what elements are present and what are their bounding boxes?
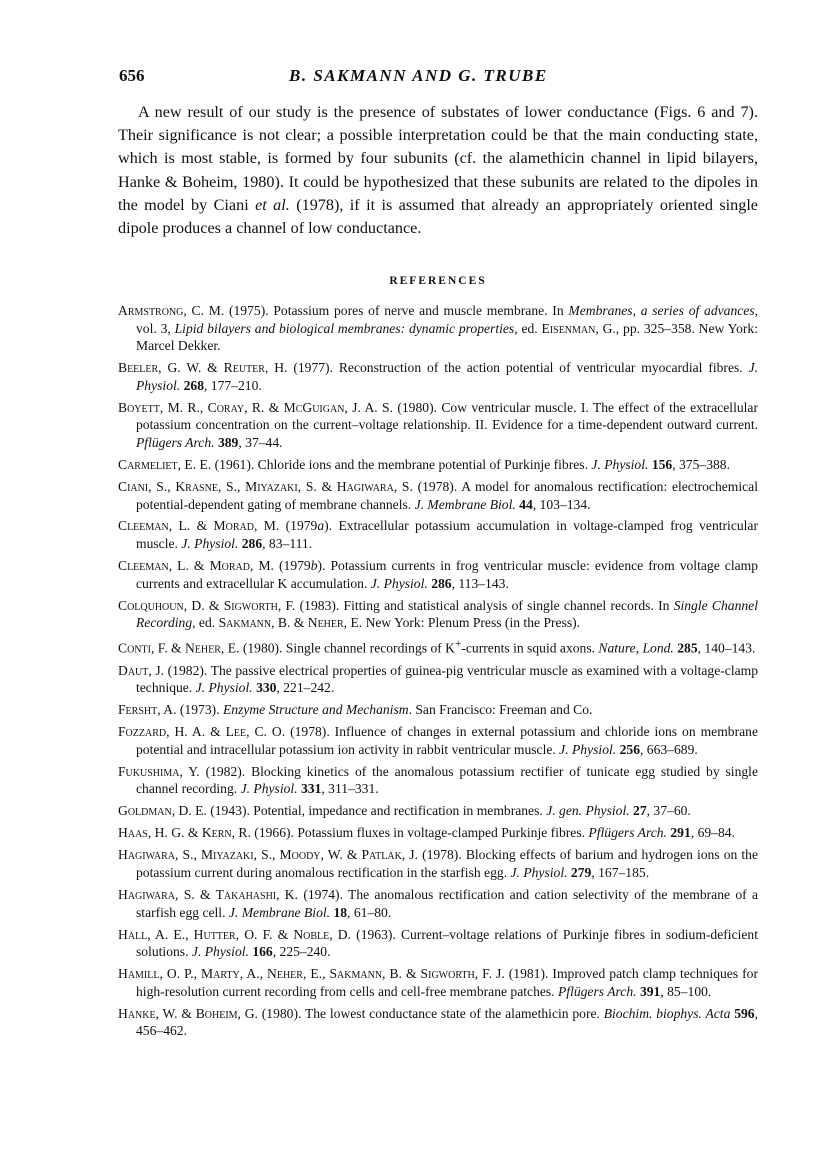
reference-journal: J. Membrane Biol. — [414, 496, 516, 512]
reference-author: Goldman, D. E. — [118, 803, 207, 819]
reference-text: (1980). Cow ventricular muscle. I. The effect of the extracellular potassium concentration on the current–voltage relationship. II. Evidence for a time-dependent outward current. — [136, 399, 758, 433]
references-heading: REFERENCES — [389, 275, 487, 287]
reference-item — [118, 456, 758, 474]
paragraph-text — [118, 101, 758, 240]
reference-item — [118, 846, 758, 881]
reference-text: , vol. 3, — [136, 303, 759, 336]
reference-author: Ciani, S., Krasne, S., Miyazaki, S. & Hagiwara, S. — [118, 478, 413, 494]
reference-item — [118, 636, 758, 657]
reference-author: Fersht, A. — [118, 702, 177, 718]
reference-author: Boyett, M. R., Coray, R. & McGuigan, J. A. S. — [118, 399, 393, 415]
reference-text: ). Extracellular potassium accumulation in voltage-clamped frog ventricular muscle. — [136, 518, 758, 552]
reference-text: (1980). The lowest conductance state of the alamethicin pore. — [257, 1005, 604, 1021]
reference-volume: 166 — [252, 944, 273, 960]
page-number: 656 — [119, 66, 145, 85]
reference-pages: , 83–111. — [262, 536, 313, 552]
reference-text: (1982). The passive electrical properties of guinea-pig ventricular muscle as examined with a voltage-clamp technique. — [136, 662, 758, 696]
reference-pages: , 456–462. — [136, 1005, 758, 1039]
reference-journal: Biochim. biophys. Acta — [603, 1005, 731, 1021]
reference-book-title: Single Channel Recording — [136, 597, 758, 631]
reference-text: (1943). Potential, impedance and rectification in membranes. — [206, 803, 547, 819]
reference-author: Hamill, O. P., Marty, A., Neher, E., Sakmann, B. & Sigworth, F. J. — [118, 966, 505, 982]
reference-item — [118, 302, 758, 355]
reference-author: Haas, H. G. & Kern, R. — [118, 825, 251, 841]
reference-text: ). Potassium currents in frog ventricular muscle: evidence from voltage clamp currents and extracellular K accumulation. — [136, 558, 758, 591]
reference-journal: J. Physiol. — [510, 865, 568, 881]
reference-text: (1961). Chloride ions and the membrane potential of Purkinje fibres. — [211, 456, 592, 472]
reference-text: (1974). The anomalous rectification and cation selectivity of the membrane of a starfish egg cell. — [136, 887, 758, 920]
reference-volume: 285 — [677, 640, 698, 656]
reference-text: (1973). — [176, 702, 223, 718]
reference-journal: Pflügers Arch. — [557, 983, 637, 999]
reference-pages: , 167–185. — [591, 865, 650, 881]
reference-item — [118, 965, 758, 1000]
reference-volume: 291 — [670, 825, 691, 841]
reference-text: , ed. — [514, 320, 542, 336]
reference-journal: J. Physiol. — [195, 680, 253, 696]
reference-year-suffix: b — [310, 558, 318, 574]
reference-author: Fozzard, H. A. & Lee, C. O. — [118, 724, 286, 740]
reference-editor: Eisenman — [541, 320, 596, 336]
reference-journal: Nature, Lond. — [598, 640, 674, 656]
reference-pages: , 69–84. — [690, 825, 735, 841]
reference-item — [118, 886, 758, 921]
reference-superscript: + — [454, 638, 462, 651]
reference-pages: , 177–210. — [203, 377, 262, 393]
reference-author: Conti, F. & Neher, E. — [118, 640, 240, 656]
reference-text: . San Francisco: Freeman and Co. — [408, 702, 593, 718]
reference-book-title: Membranes, a series of advances — [568, 303, 755, 318]
reference-volume: 389 — [217, 434, 239, 450]
reference-text: -currents in squid axons. — [461, 640, 599, 656]
paragraph-text-part1: A new result of our study is the presence of substates of lower conductance (Figs. 6 and 7). Their significance is not clear; a possible interpretation could be that the main conducting state, which is most stable, is formed by four subunits (cf. the alamethicin channel in lipid bilayers, Hanke & Boheim, 1980). It could be hypothesized that these subunits are related to the dipoles in the model by Ciani — [118, 103, 758, 214]
reference-author: Daut, J. — [118, 662, 165, 678]
reference-item — [118, 701, 758, 719]
reference-pages: , 225–240. — [272, 944, 331, 960]
reference-volume: 286 — [241, 536, 263, 552]
reference-item — [118, 802, 758, 820]
reference-journal: J. Physiol. — [181, 536, 239, 552]
reference-journal: J. Physiol. — [136, 360, 758, 393]
reference-volume: 18 — [333, 904, 348, 920]
reference-text: (1963). Current–voltage relations of Purkinje fibres in sodium-deficient solutions. — [136, 926, 758, 960]
reference-item — [118, 723, 758, 758]
reference-text: (1978). Blocking effects of barium and hydrogen ions on the potassium current during anomalous rectification in the starfish egg. — [136, 847, 759, 881]
reference-text: (1982). Blocking kinetics of the anomalous potassium rectifier of tunicate egg studied by single channel recording. — [136, 763, 758, 797]
reference-volume: 268 — [183, 377, 204, 393]
reference-volume: 596 — [734, 1005, 755, 1021]
reference-volume: 256 — [619, 741, 640, 757]
reference-text: (1981). Improved patch clamp techniques for high-resolution current recording from cells and cell-free membrane patches. — [136, 966, 758, 999]
reference-author: Hagiwara, S. & Takahashi, K. — [118, 887, 299, 902]
reference-author: Fukushima, Y. — [118, 763, 200, 779]
reference-item — [118, 557, 758, 592]
reference-item — [118, 824, 758, 842]
reference-author: Cleeman, L. & Morad, M. — [118, 518, 280, 534]
reference-journal: Pflügers Arch. — [136, 434, 215, 450]
reference-text: , ed. — [192, 615, 219, 631]
reference-text: , G., pp. 325–358. New York: Marcel Dekker. — [136, 320, 758, 354]
reference-pages: , 140–143. — [697, 640, 756, 656]
reference-author: Hanke, W. & Boheim, G. — [118, 1005, 258, 1021]
reference-item — [118, 399, 758, 452]
reference-author: Beeler, G. W. & Reuter, H. — [118, 360, 288, 376]
reference-text: (1975). Potassium pores of nerve and muscle membrane. In — [224, 303, 569, 318]
reference-journal: J. gen. Physiol. — [546, 803, 630, 819]
reference-text: New York: Plenum Press (in the Press). — [362, 615, 581, 631]
reference-volume: 156 — [651, 456, 673, 472]
reference-volume: 330 — [256, 680, 277, 696]
reference-volume: 27 — [633, 803, 647, 819]
reference-journal: J. Physiol. — [591, 456, 649, 472]
reference-volume: 391 — [639, 983, 661, 999]
reference-item — [118, 517, 758, 552]
paragraph-text-et-al: et al. — [255, 195, 290, 214]
reference-volume: 331 — [300, 781, 322, 797]
reference-text: (1978). A model for anomalous rectification: electrochemical potential-dependent gating of membrane channels. — [136, 478, 758, 512]
reference-text: (1978). Influence of changes in external potassium and chloride ions on membrane potential and intracellular potassium ion activity in rabbit ventricular muscle. — [136, 724, 758, 757]
reference-pages: , 103–134. — [532, 496, 591, 512]
reference-text: (1977). Reconstruction of the action potential of ventricular myocardial fibres. — [287, 360, 749, 376]
reference-author: Hagiwara, S., Miyazaki, S., Moody, W. & Patlak, J. — [118, 847, 418, 863]
reference-author: Cleeman, L. & Morad, M. — [118, 558, 274, 574]
reference-journal: J. Membrane Biol. — [228, 904, 331, 920]
reference-pages: , 85–100. — [660, 983, 712, 999]
reference-author: Armstrong, C. M. — [118, 303, 225, 318]
reference-journal: J. Physiol. — [370, 575, 428, 591]
reference-pages: , 37–44. — [238, 434, 283, 450]
reference-volume: 44 — [519, 496, 533, 512]
reference-pages: , 61–80. — [347, 904, 392, 920]
reference-journal: J. Physiol. — [191, 944, 249, 960]
reference-pages: , 375–388. — [672, 456, 730, 472]
reference-journal: Pflügers Arch. — [588, 825, 667, 841]
reference-text: (1980). Single channel recordings of K — [239, 640, 455, 656]
reference-text: (1966). Potassium fluxes in voltage-clamped Purkinje fibres. — [250, 825, 589, 841]
discussion-paragraph — [118, 101, 758, 240]
reference-volume: 286 — [431, 575, 452, 591]
reference-journal: J. Physiol. — [240, 781, 298, 797]
reference-author: Hall, A. E., Hutter, O. F. & Noble, D. — [118, 926, 352, 942]
reference-pages: , 311–331. — [321, 781, 379, 797]
reference-journal: J. Physiol. — [559, 741, 617, 757]
reference-pages: , 113–143. — [451, 575, 509, 591]
reference-year-suffix: a — [317, 518, 325, 534]
reference-text: (1979 — [279, 518, 318, 534]
reference-text: (1979 — [273, 558, 311, 574]
reference-item — [118, 597, 758, 632]
reference-item — [118, 1005, 758, 1040]
reference-text: (1983). Fitting and statistical analysis of single channel records. In — [295, 597, 674, 613]
reference-item — [118, 478, 758, 513]
reference-book-title: Lipid bilayers and biological membranes: dynamic properties — [174, 320, 515, 336]
reference-volume: 279 — [570, 865, 592, 881]
reference-item — [118, 662, 758, 697]
reference-pages: , 221–242. — [276, 680, 335, 696]
running-head — [119, 66, 759, 92]
reference-author: Carmeliet, E. E. — [118, 456, 212, 472]
reference-pages: , 37–60. — [646, 803, 691, 819]
running-head-authors: B. SAKMANN AND G. TRUBE — [289, 66, 548, 85]
paragraph-text-part2: (1978), if it is assumed that already an appropriately oriented single dipole produces a channel of low conductance. — [118, 195, 758, 238]
reference-pages: , 663–689. — [639, 741, 698, 757]
reference-book-title: Enzyme Structure and Mechanism — [222, 702, 409, 718]
reference-editor: Sakmann, B. & Neher, E. — [218, 615, 363, 631]
reference-item — [118, 926, 758, 961]
reference-item — [118, 359, 758, 394]
references-list — [118, 302, 758, 1044]
reference-author: Colquhoun, D. & Sigworth, F. — [118, 597, 296, 613]
reference-item — [118, 763, 758, 798]
